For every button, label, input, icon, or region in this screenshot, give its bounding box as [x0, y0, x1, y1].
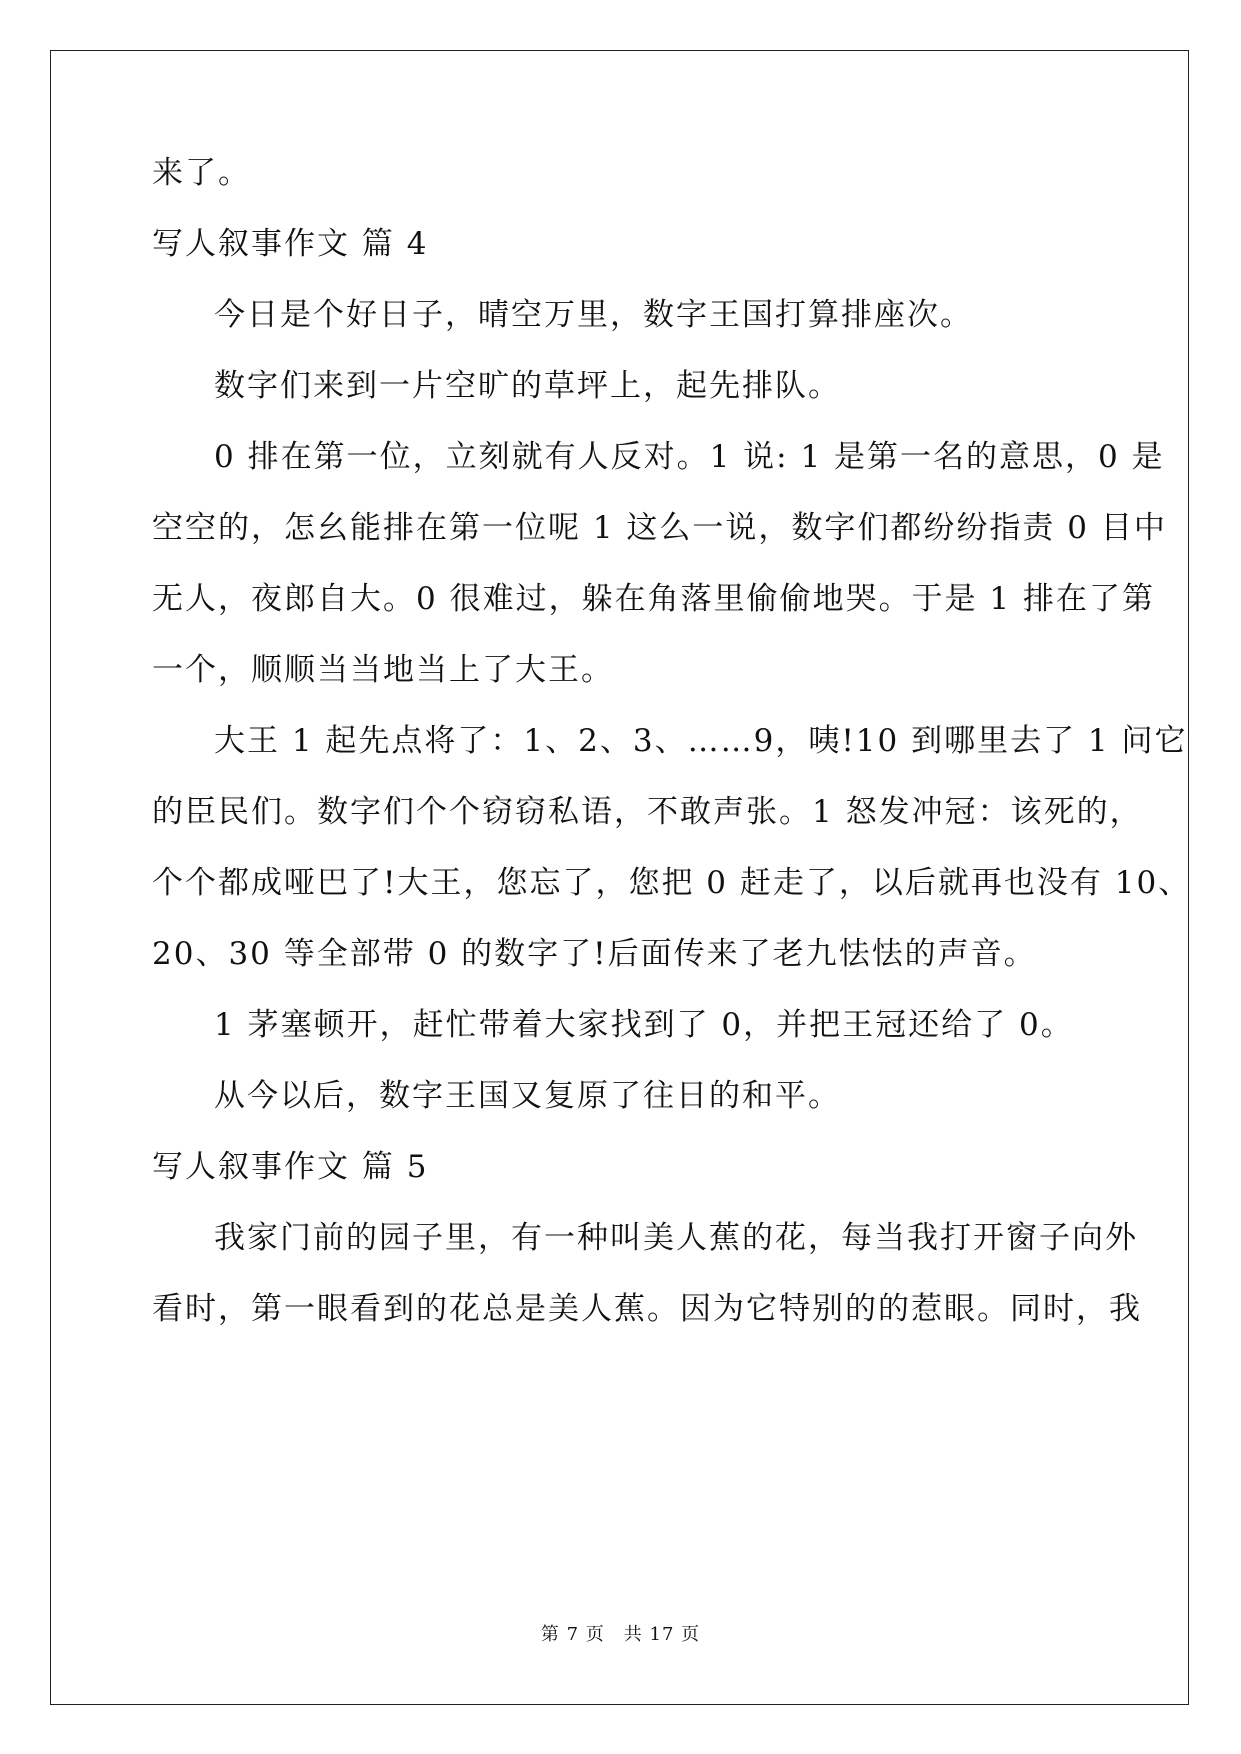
paragraph-line: 1 茅塞顿开，赶忙带着大家找到了 0，并把王冠还给了 0。 [214, 1007, 1074, 1043]
section-heading: 写人叙事作文 篇 4 [152, 226, 429, 262]
text-line: 看时，第一眼看到的花总是美人蕉。因为它特别的的惹眼。同时，我 [152, 1291, 1142, 1327]
text-line: 20、30 等全部带 0 的数字了!后面传来了老九怯怯的声音。 [152, 936, 1037, 972]
paragraph-line: 我家门前的园子里，有一种叫美人蕉的花，每当我打开窗子向外 [214, 1220, 1138, 1256]
section-heading: 写人叙事作文 篇 5 [152, 1149, 429, 1185]
text-line: 的臣民们。数字们个个窃窃私语，不敢声张。1 怒发冲冠：该死的， [152, 794, 1143, 830]
paragraph-line: 今日是个好日子，晴空万里，数字王国打算排座次。 [214, 297, 973, 333]
paragraph-line: 从今以后，数字王国又复原了往日的和平。 [214, 1078, 841, 1114]
text-line: 个个都成哑巴了!大王，您忘了，您把 0 赶走了，以后就再也没有 10、 [152, 865, 1192, 901]
paragraph-line: 大王 1 起先点将了：1、2、3、……9，咦!10 到哪里去了 1 问它 [214, 723, 1188, 759]
page-number-footer: 第 7 页 共 17 页 [540, 1624, 701, 1645]
paragraph-line: 0 排在第一位，立刻就有人反对。1 说: 1 是第一名的意思，0 是 [214, 439, 1165, 475]
text-line: 一个，顺顺当当地当上了大王。 [152, 652, 614, 688]
text-line: 无人，夜郎自大。0 很难过，躲在角落里偷偷地哭。于是 1 排在了第 [152, 581, 1156, 617]
text-line: 来了。 [152, 155, 251, 191]
text-line: 空空的，怎幺能排在第一位呢 1 这么一说，数字们都纷纷指责 0 目中 [152, 510, 1167, 546]
paragraph-line: 数字们来到一片空旷的草坪上，起先排队。 [214, 368, 841, 404]
